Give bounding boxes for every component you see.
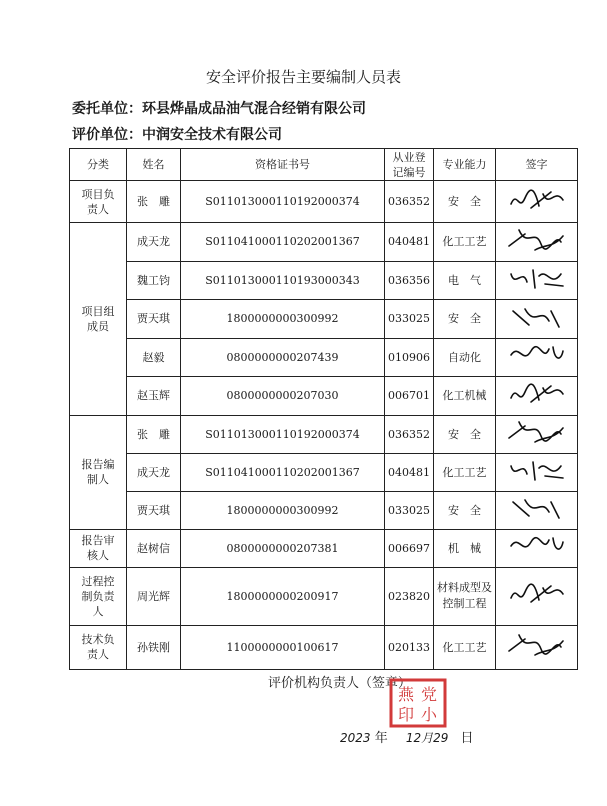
signature-cell	[496, 377, 578, 416]
document-title: 安全评价报告主要编制人员表	[205, 68, 401, 86]
client-line	[72, 98, 366, 118]
skill-cell: 安 全	[434, 300, 496, 339]
category-label: 报告编制人	[81, 458, 115, 486]
reg-cell: 036352	[385, 415, 434, 453]
header-category: 分类	[70, 149, 127, 181]
signature-cell	[496, 415, 578, 453]
table-row	[70, 529, 578, 567]
table-row	[70, 181, 578, 223]
cert-cell: 1800000000300992	[181, 491, 385, 529]
category-label: 项目负责人	[81, 187, 115, 216]
skill-cell: 化工工艺	[434, 223, 496, 262]
signature-cell	[496, 491, 578, 529]
name-cell: 贾天琪	[127, 491, 181, 529]
signature-cell	[496, 338, 578, 377]
skill-cell: 机 械	[434, 529, 496, 567]
table-row	[70, 567, 578, 625]
handwritten-signature	[505, 226, 569, 254]
category-cell	[70, 181, 127, 223]
table-row	[70, 377, 578, 416]
name-cell: 成天龙	[127, 453, 181, 491]
table-row	[70, 415, 578, 453]
category-label: 项目组成员	[81, 304, 115, 333]
name-cell: 魏工钧	[127, 261, 181, 300]
cert-cell: 1800000000300992	[181, 300, 385, 339]
seal-char-4: 印	[397, 705, 415, 724]
reg-cell: 033025	[385, 300, 434, 339]
table-row	[70, 625, 578, 669]
skill-cell: 安 全	[434, 491, 496, 529]
table-row	[70, 261, 578, 300]
evaluator-label: 评价单位：	[72, 127, 142, 143]
skill-cell: 材料成型及控制工程	[434, 567, 496, 625]
category-label: 技术负责人	[81, 633, 115, 661]
category-label: 报告审核人	[81, 534, 115, 562]
cert-cell: S011041000110202001367	[181, 453, 385, 491]
date-year: 2023	[340, 731, 371, 745]
name-cell: 张 雕	[127, 415, 181, 453]
reg-cell: 006697	[385, 529, 434, 567]
signature-cell	[496, 181, 578, 223]
table-body	[70, 181, 578, 670]
reg-cell: 036352	[385, 181, 434, 223]
signature-cell	[496, 300, 578, 339]
skill-cell: 安 全	[434, 415, 496, 453]
name-cell: 赵玉辉	[127, 377, 181, 416]
evaluator-name: 中润安全技术有限公司	[142, 127, 282, 143]
name-cell: 成天龙	[127, 223, 181, 262]
reg-cell: 036356	[385, 261, 434, 300]
header-skill: 专业能力	[434, 149, 496, 181]
date-monthday: 12月29	[405, 731, 449, 745]
signature-cell	[496, 625, 578, 669]
skill-cell: 化工机械	[434, 377, 496, 416]
name-cell: 赵毅	[127, 338, 181, 377]
cert-cell: S011041000110202001367	[181, 223, 385, 262]
table-row	[70, 300, 578, 339]
signature-cell	[496, 223, 578, 262]
seal-char-1: 党	[420, 685, 438, 704]
cert-cell: 1100000000100617	[181, 625, 385, 669]
reg-cell: 040481	[385, 453, 434, 491]
personnel-table	[69, 148, 578, 670]
table-row	[70, 338, 578, 377]
reg-cell: 023820	[385, 567, 434, 625]
client-label: 委托单位：	[72, 101, 142, 117]
signing-date	[340, 727, 474, 746]
skill-cell: 电 气	[434, 261, 496, 300]
handwritten-signature	[505, 341, 569, 369]
header-cert: 资格证书号	[181, 149, 385, 181]
cert-cell: 0800000000207030	[181, 377, 385, 416]
name-cell: 赵树信	[127, 529, 181, 567]
handwritten-signature	[505, 580, 569, 608]
evaluator-line	[72, 124, 282, 144]
org-head-signature-label: 评价机构负责人（签章）	[268, 676, 412, 691]
reg-cell: 040481	[385, 223, 434, 262]
reg-cell: 006701	[385, 377, 434, 416]
name-cell: 贾天琪	[127, 300, 181, 339]
handwritten-signature	[505, 264, 569, 292]
cert-cell: 1800000000200917	[181, 567, 385, 625]
category-cell	[70, 529, 127, 567]
day-char: 日	[460, 731, 474, 746]
reg-cell: 033025	[385, 491, 434, 529]
category-cell	[70, 625, 127, 669]
table-header-row	[70, 149, 578, 181]
client-name: 环县烨晶成品油气混合经销有限公司	[142, 101, 366, 117]
header-name: 姓名	[127, 149, 181, 181]
header-reg	[385, 149, 434, 181]
cert-cell: S011013000110192000374	[181, 181, 385, 223]
official-seal-stamp	[389, 678, 447, 728]
skill-cell: 化工工艺	[434, 625, 496, 669]
handwritten-signature	[505, 532, 569, 560]
seal-char-2: 小	[420, 705, 438, 724]
reg-cell: 010906	[385, 338, 434, 377]
handwritten-signature	[505, 494, 569, 522]
name-cell: 张 雕	[127, 181, 181, 223]
table-row	[70, 491, 578, 529]
handwritten-signature	[505, 631, 569, 659]
handwritten-signature	[505, 380, 569, 408]
skill-cell: 安 全	[434, 181, 496, 223]
reg-cell: 020133	[385, 625, 434, 669]
skill-cell: 自动化	[434, 338, 496, 377]
category-cell	[70, 415, 127, 529]
cert-cell: 0800000000207381	[181, 529, 385, 567]
handwritten-signature	[505, 456, 569, 484]
category-label: 过程控制负责人	[81, 574, 115, 618]
cert-cell: 0800000000207439	[181, 338, 385, 377]
category-cell	[70, 223, 127, 416]
cert-cell: S011013000110192000374	[181, 415, 385, 453]
name-cell: 孙铁刚	[127, 625, 181, 669]
handwritten-signature	[505, 418, 569, 446]
handwritten-signature	[505, 186, 569, 214]
cert-cell: S011013000110193000343	[181, 261, 385, 300]
header-sign: 签字	[496, 149, 578, 181]
table-row	[70, 223, 578, 262]
category-cell	[70, 567, 127, 625]
signature-cell	[496, 453, 578, 491]
handwritten-signature	[505, 303, 569, 331]
skill-cell: 化工工艺	[434, 453, 496, 491]
year-char: 年	[374, 731, 388, 746]
signature-cell	[496, 529, 578, 567]
signature-cell	[496, 567, 578, 625]
signature-cell	[496, 261, 578, 300]
header-reg-text: 从业登记编号	[392, 150, 426, 179]
table-row	[70, 453, 578, 491]
seal-char-3: 燕	[397, 685, 415, 704]
name-cell: 周光辉	[127, 567, 181, 625]
